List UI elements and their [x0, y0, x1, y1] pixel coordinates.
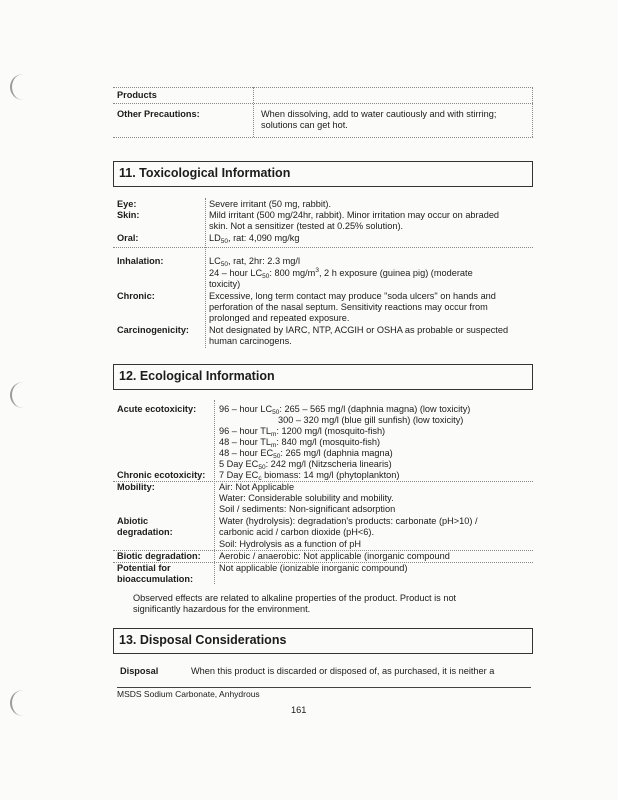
table-rule: [113, 481, 533, 482]
other-precautions-value-line2: solutions can get hot.: [261, 120, 348, 130]
table-border: [532, 87, 533, 137]
mobility-value-line1: Air: Not Applicable: [219, 482, 295, 492]
chronic-label: Chronic:: [117, 291, 155, 301]
carcinogenicity-value-line1: Not designated by IARC, NTP, ACGIH or OSHA as probable or suspected: [209, 325, 509, 335]
biotic-degradation-label: Biotic degradation:: [117, 551, 201, 561]
acute-line1: 96 – hour $LC_{50}$: 265 – 565 mg/l (daphnia magna) (low toxicity): [219, 404, 471, 416]
acute-ecotoxicity-label: Acute ecotoxicity:: [117, 404, 197, 414]
section-11-title: 11. Toxicological Information: [119, 166, 291, 180]
acute-line5: 48 – hour $EC_{50}$: 265 mg/l (daphnia magna): [219, 448, 393, 460]
chronic-ecotoxicity-value: 7 Day $EC_c$ biomass: 14 mg/l (phytoplankton): [219, 470, 400, 482]
chronic-value-line2: perforation of the nasal septum. Sensitivity reactions may occur from: [209, 302, 488, 312]
chronic-ecotoxicity-label: Chronic ecotoxicity:: [117, 470, 206, 480]
disposal-label: Disposal: [120, 666, 159, 676]
punch-hole-middle: [10, 382, 26, 408]
table-rule: [113, 247, 533, 248]
table-divider: [205, 198, 206, 348]
abiotic-value-line2: carbonic acid / carbon dioxide (pH<6).: [219, 527, 374, 537]
potential-value: Not applicable (ionizable inorganic compound): [219, 563, 408, 573]
punch-hole-bottom: [10, 690, 26, 716]
table-rule: [113, 87, 533, 88]
other-precautions-label: Other Precautions:: [117, 109, 200, 119]
carcinogenicity-label: Carcinogenicity:: [117, 325, 189, 335]
disposal-value: When this product is discarded or disposed of, as purchased, it is neither a: [191, 666, 495, 676]
table-rule: [113, 137, 533, 138]
oral-value: $LD_{50}$, rat: 4,090 mg/kg: [209, 233, 300, 245]
acute-line6: 5 Day $EC_{50}$: 242 mg/l (Nitzscheria linearis): [219, 459, 392, 471]
chronic-value-line1: Excessive, long term contact may produce "soda ulcers" on hands and: [209, 291, 496, 301]
acute-line2: 300 – 320 mg/l (blue gill sunfish) (low toxicity): [278, 415, 464, 425]
potential-label-line1: Potential for: [117, 563, 171, 573]
footer-rule: [117, 687, 531, 688]
table-rule: [113, 103, 533, 104]
inhalation-value-line2: 24 – hour $LC_{50}$: 800 $mg/m^3$, 2 h exposure (guinea pig) (moderate: [209, 267, 473, 280]
mobility-value-line2: Water: Considerable solubility and mobility.: [219, 493, 394, 503]
abiotic-label-line1: Abiotic: [117, 516, 149, 526]
biotic-degradation-value: Aerobic / anaerobic: Not applicable (inorganic compound: [219, 551, 450, 561]
mobility-value-line3: Soil / sediments: Non-significant adsorption: [219, 504, 396, 514]
table-divider: [253, 87, 254, 137]
acute-line3: 96 – hour $TL_m$: 1200 mg/l (mosquito-fish): [219, 426, 386, 438]
ecological-note-line1: Observed effects are related to alkaline properties of the product. Product is not: [133, 593, 457, 603]
page-number: 161: [291, 705, 307, 715]
carcinogenicity-value-line2: human carcinogens.: [209, 336, 292, 346]
other-precautions-value-line1: When dissolving, add to water cautiously and with stirring;: [261, 109, 497, 119]
inhalation-value-line3: toxicity): [209, 279, 241, 289]
eye-label: Eye:: [117, 199, 137, 209]
inhalation-value-line1: $LC_{50}$, rat, 2hr: 2.3 mg/l: [209, 256, 300, 268]
abiotic-value-line1: Water (hydrolysis): degradation's products: carbonate (pH>10) /: [219, 516, 478, 526]
abiotic-value-line3: Soil: Hydrolysis as a function of pH: [219, 539, 361, 549]
skin-value-line2: skin. Not a sensitizer (tested at 0.25% solution).: [209, 221, 404, 231]
chronic-value-line3: prolonged and repeated exposure.: [209, 313, 350, 323]
acute-line4: 48 – hour $TL_m$: 840 mg/l (mosquito-fish): [219, 437, 381, 449]
ecological-note-line2: significantly hazardous for the environment.: [133, 604, 311, 614]
eye-value: Severe irritant (50 mg, rabbit).: [209, 199, 332, 209]
footer-document-title: MSDS Sodium Carbonate, Anhydrous: [117, 689, 260, 699]
table-divider: [214, 400, 215, 584]
punch-hole-top: [10, 74, 26, 100]
inhalation-label: Inhalation:: [117, 256, 164, 266]
potential-label-line2: bioaccumulation:: [117, 574, 194, 584]
oral-label: Oral:: [117, 233, 139, 243]
products-label: Products: [117, 90, 157, 100]
skin-label: Skin:: [117, 210, 140, 220]
section-12-title: 12. Ecological Information: [119, 369, 275, 383]
abiotic-label-line2: degradation:: [117, 527, 173, 537]
skin-value-line1: Mild irritant (500 mg/24hr, rabbit). Minor irritation may occur on abraded: [209, 210, 500, 220]
section-13-title: 13. Disposal Considerations: [119, 633, 287, 647]
mobility-label: Mobility:: [117, 482, 155, 492]
